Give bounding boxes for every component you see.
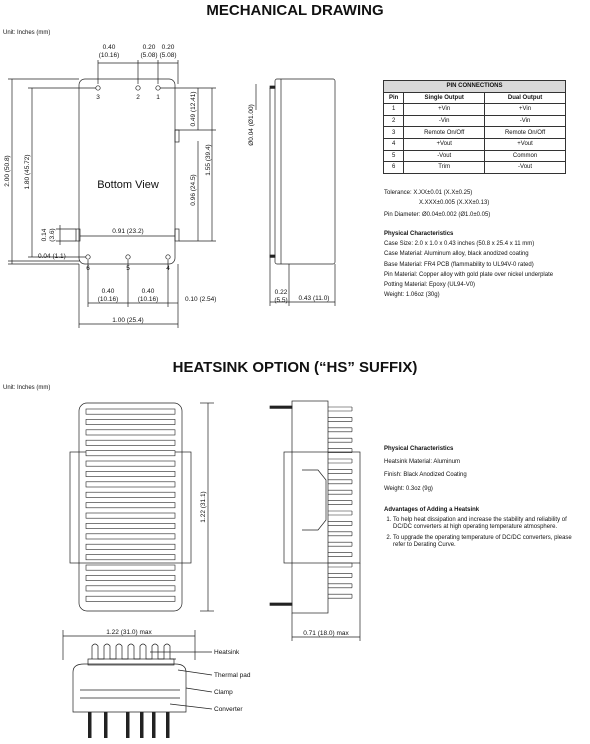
table-cell: 5 <box>384 150 404 162</box>
dim-bottom-010: 0.10 (2.54) <box>185 296 217 303</box>
pin-1-label: 1 <box>156 94 160 101</box>
physical-line: Base Material: FR4 PCB (flammability to UL94V-0 rated) <box>384 261 534 268</box>
table-cell: +Vout <box>404 138 485 150</box>
table-row <box>384 104 566 116</box>
heatsink-fin <box>86 523 175 528</box>
dim-bottom-pitch-a-mm: (10.16) <box>97 296 119 303</box>
heatsink-physical-line: Weight: 0.3oz (9g) <box>384 485 433 492</box>
advantages-heading: Advantages of Adding a Heatsink <box>384 506 480 513</box>
physical-line: Case Size: 2.0 x 1.0 x 0.43 inches (50.8 x 25.4 x 11 mm) <box>384 241 535 248</box>
heatsink-physical-line: Finish: Black Anodized Coating <box>384 472 467 479</box>
dim-top-pitch-a-mm: (10.16) <box>98 52 120 59</box>
pin-2-label: 2 <box>136 94 140 101</box>
heatsink-fin <box>86 492 175 497</box>
table-cell: 4 <box>384 138 404 150</box>
heatsink-fin <box>86 482 175 487</box>
physical-line: Pin Material: Copper alloy with gold plate over nickel underplate <box>384 271 554 278</box>
pin-5-circle <box>126 255 130 259</box>
dim-top-pitch-a: 0.40 <box>102 44 116 51</box>
heatsink-side-pin-bottom <box>270 603 292 605</box>
pin-table-header: Single Output <box>404 92 485 104</box>
tolerance-line-1: Tolerance: X.XX±0.01 (X.X±0.25) <box>384 190 473 196</box>
dim-right-049: 0.49 (12.41) <box>190 91 197 127</box>
pin-5-label: 5 <box>126 265 130 272</box>
bottom-view-notch <box>175 229 179 241</box>
dim-bottom-pitch-b-mm: (10.16) <box>137 296 159 303</box>
dim-height-total: 2.00 (50.8) <box>4 155 11 187</box>
heatsink-option-title: HEATSINK OPTION (“HS” SUFFIX) <box>172 359 418 376</box>
dim-top-pitch-b: 0.20 <box>142 44 156 51</box>
tolerance-block <box>384 188 490 221</box>
advantage-item: 2. To upgrade the operating temperature of DC/DC converters, please refer to Derating Curve. <box>393 535 584 550</box>
table-cell: +Vin <box>404 104 485 116</box>
heatsink-fin <box>86 544 175 549</box>
physical-line: Weight: 1.06oz (30g) <box>384 292 440 299</box>
table-cell: Remote On/Off <box>485 127 566 139</box>
dim-height-pin-span: 1.80 (45.72) <box>24 154 31 190</box>
heatsink-fin <box>86 575 175 580</box>
table-row <box>384 138 566 150</box>
dim-width-total: 1.00 (25.4) <box>112 317 144 324</box>
converter-pin <box>88 712 92 738</box>
dim-top-pitch-c: 0.20 <box>161 44 175 51</box>
dim-notch-height-mm: (3.6) <box>49 228 56 242</box>
table-cell: 2 <box>384 115 404 127</box>
dim-side-pin-diameter: Ø0.04 (Ø1.00) <box>248 104 255 146</box>
physical-characteristics-block <box>384 229 553 300</box>
heatsink-side-pin-top <box>270 406 292 408</box>
dim-bottom-pitch-a: 0.40 <box>101 288 115 295</box>
table-cell: 3 <box>384 127 404 139</box>
advantage-item: 1. To help heat dissipation and increase the stability and reliability of DC/DC converters at high operating temperature atmosphere. <box>393 517 584 532</box>
heatsink-physical-line: Heatsink Material: Aluminum <box>384 459 461 466</box>
advantages-list <box>384 517 584 550</box>
dim-top-pitch-c-mm: (5.08) <box>159 52 177 59</box>
pin-6-label: 6 <box>86 265 90 272</box>
dim-center-091: 0.91 (23.2) <box>112 228 144 235</box>
heatsink-cross-fins <box>92 644 176 659</box>
pin-4-label: 4 <box>166 265 170 272</box>
side-view-outline <box>275 79 335 264</box>
pin-6-circle <box>86 255 90 259</box>
dim-top-pitch-b-mm: (5.08) <box>140 52 158 59</box>
pin-3-circle <box>96 86 100 90</box>
converter-pin <box>166 712 170 738</box>
heatsink-fin <box>86 513 175 518</box>
heatsink-fin <box>86 409 175 414</box>
label-converter: Converter <box>214 706 243 713</box>
heatsink-fin <box>86 565 175 570</box>
pin-table-header: Dual Output <box>485 92 566 104</box>
heatsink-dim-width: 1.22 (31.0) max <box>106 629 152 636</box>
dim-side-022-mm: (5.5) <box>274 297 288 304</box>
dim-side-022: 0.22 <box>274 289 288 296</box>
heatsink-dim-side: 0.71 (18.0) max <box>303 630 349 637</box>
table-row <box>384 127 566 139</box>
table-row <box>384 150 566 162</box>
pin-3-label: 3 <box>96 94 100 101</box>
bottom-view-notch <box>76 229 80 241</box>
physical-heading: Physical Characteristics <box>384 231 454 237</box>
dim-notch-height: 0.14 <box>41 228 48 242</box>
physical-line: Case Material: Aluminum alloy, black anodized coating <box>384 251 529 258</box>
pin-table-caption: PIN CONNECTIONS <box>384 81 566 93</box>
heatsink-fin <box>86 596 175 601</box>
dim-right-096: 0.96 (24.5) <box>190 174 197 206</box>
bottom-view-notch <box>175 130 179 142</box>
table-cell: -Vout <box>485 162 566 174</box>
table-cell: Common <box>485 150 566 162</box>
heatsink-fin <box>86 471 175 476</box>
pin-table-header: Pin <box>384 92 404 104</box>
dim-pin-inset: 0.04 (1.1) <box>38 253 66 260</box>
converter-pin <box>140 712 144 738</box>
label-thermal-pad: Thermal pad <box>214 672 251 679</box>
table-cell: +Vin <box>485 104 566 116</box>
heatsink-side-cutout <box>302 470 326 530</box>
table-cell: +Vout <box>485 138 566 150</box>
table-cell: Trim <box>404 162 485 174</box>
label-clamp: Clamp <box>214 689 233 696</box>
pin-connections-table <box>383 80 566 174</box>
heatsink-physical-heading: Physical Characteristics <box>384 446 454 452</box>
side-pin-bottom <box>270 255 275 257</box>
converter-pin <box>126 712 130 738</box>
table-cell: 6 <box>384 162 404 174</box>
heatsink-fin <box>86 430 175 435</box>
label-heatsink: Heatsink <box>214 649 240 656</box>
heatsink-side-body <box>292 401 328 613</box>
heatsink-unit-label: Unit: Inches (mm) <box>3 385 51 391</box>
table-cell: -Vout <box>404 150 485 162</box>
table-row <box>384 162 566 174</box>
pin-2-circle <box>136 86 140 90</box>
heatsink-dim-height: 1.22 (31.1) <box>200 491 207 523</box>
converter-pin <box>152 712 156 738</box>
pin-4-circle <box>166 255 170 259</box>
heatsink-fin <box>86 503 175 508</box>
dim-right-155: 1.55 (39.4) <box>205 144 212 176</box>
bottom-view-label: Bottom View <box>97 179 159 191</box>
heatsink-physical-block <box>384 444 584 553</box>
pin-1-circle <box>156 86 160 90</box>
mechanical-drawing-title: MECHANICAL DRAWING <box>206 2 384 19</box>
dim-side-043: 0.43 (11.0) <box>298 295 330 302</box>
heatsink-fin <box>86 451 175 456</box>
tolerance-line-2: X.XXX±0.005 (X.XX±0.13) <box>419 200 490 207</box>
table-cell: -Vin <box>485 115 566 127</box>
side-pin-top <box>270 86 275 88</box>
dim-bottom-pitch-b: 0.40 <box>141 288 155 295</box>
mechanical-unit-label: Unit: Inches (mm) <box>3 30 51 36</box>
heatsink-converter-body <box>73 664 186 712</box>
table-cell: -Vin <box>404 115 485 127</box>
table-cell: 1 <box>384 104 404 116</box>
heatsink-fin <box>86 586 175 591</box>
heatsink-fin <box>86 419 175 424</box>
pin-diameter-line: Pin Diameter: Ø0.04±0.002 (Ø1.0±0.05) <box>384 212 491 219</box>
table-cell: Remote On/Off <box>404 127 485 139</box>
converter-pin <box>104 712 108 738</box>
physical-line: Potting Material: Epoxy (UL94-V0) <box>384 282 476 289</box>
heatsink-fin <box>86 440 175 445</box>
table-row <box>384 115 566 127</box>
heatsink-fin <box>86 555 175 560</box>
heatsink-fin <box>86 534 175 539</box>
heatsink-fin <box>86 461 175 466</box>
